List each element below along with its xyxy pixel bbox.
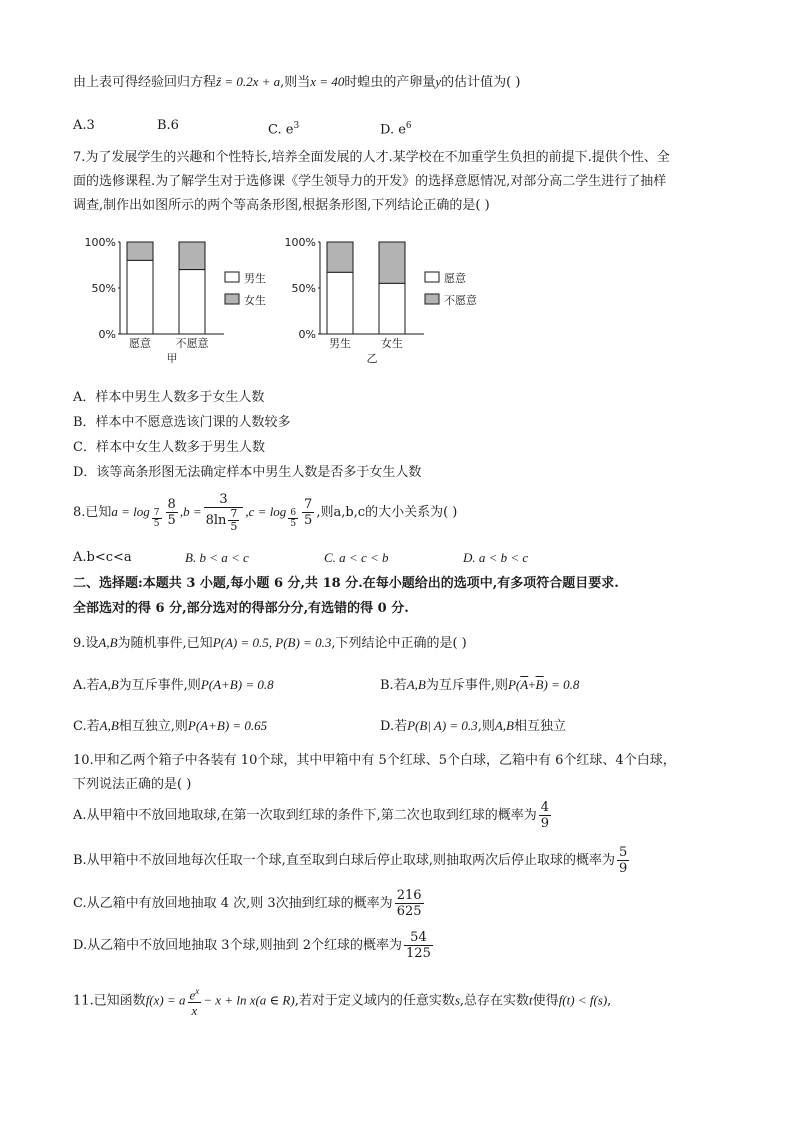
chart-yi-bar-愿意 xyxy=(327,272,353,334)
q6-option-b[interactable]: B.6 xyxy=(157,118,179,133)
chart-jia-legend-label: 女生 xyxy=(244,294,266,307)
q7-option-d[interactable]: D．该等高条形图无法确定样本中男生人数是否多于女生人数 xyxy=(73,465,422,480)
chart-yi-ytick: 100% xyxy=(284,236,316,249)
chart-jia-bar-男生 xyxy=(127,260,153,334)
q9-stem-pre: 9.设 xyxy=(73,636,99,651)
chart-yi-bar-愿意 xyxy=(379,283,405,334)
chart-yi-category-label: 女生 xyxy=(381,337,403,350)
q7-stem-line3: 调查,制作出如图所示的两个等高条形图,根据条形图,下列结论正确的是( ) xyxy=(73,198,490,213)
q7-option-c[interactable]: C．样本中女生人数多于男生人数 xyxy=(73,440,265,455)
q7-option-a[interactable]: A．样本中男生人数多于女生人数 xyxy=(73,390,265,405)
q6-equation: ẑ = 0.2x + a xyxy=(216,74,281,89)
q8-a-lhs: a = log xyxy=(111,504,150,519)
q10-stem-line1: 10.甲和乙两个箱子中各装有 10个球，其中甲箱中有 5个红球、5个白球，乙箱中有 6个红球、4个白球， xyxy=(73,753,676,768)
q6-option-d-exp: 6 xyxy=(405,121,412,131)
chart-jia-bar-男生 xyxy=(179,270,205,334)
chart-jia-ytick: 50% xyxy=(91,282,116,295)
chart-yi-legend-label: 愿意 xyxy=(444,272,466,285)
q8-option-b[interactable]: B. b < a < c xyxy=(185,550,249,565)
chart-jia-bar-女生 xyxy=(127,242,153,260)
q10-option-a[interactable]: A.从甲箱中不放回地取球,在第一次取到红球的条件下,第二次也取到红球的概率为 $\frac{4}{9}$ xyxy=(73,800,550,831)
q8-suffix: ,则a,b,c的大小关系为( ) xyxy=(316,505,458,520)
chart-jia-ytick: 0% xyxy=(98,328,116,341)
q6-option-c[interactable] xyxy=(268,116,299,140)
q9-probabilities: P(A) = 0.5, P(B) = 0.3 xyxy=(212,635,332,650)
q8-a-base: $\frac{7}{5}$ xyxy=(153,508,160,529)
q8-c-arg: $\frac{7}{5}$ xyxy=(304,497,313,528)
q6-option-c-exp: 3 xyxy=(293,121,300,131)
chart-yi-bar-不愿意 xyxy=(327,242,353,272)
section2-line2: 全部选对的得 6 分,部分选对的得部分分,有选错的得 0 分. xyxy=(73,601,409,616)
q6-stem-mid: ,则当 xyxy=(280,75,311,90)
q9-stem-end: ,下列结论中正确的是( ) xyxy=(331,636,467,651)
chart-yi-ytick: 0% xyxy=(298,328,316,341)
q8-b-lhs: ,b = xyxy=(179,504,202,519)
q8-stem xyxy=(73,492,457,533)
q8-option-a[interactable]: A.b<c<a xyxy=(73,550,132,565)
q8-a-arg: $\frac{8}{5}$ xyxy=(167,497,176,528)
q6-x-cond: x = 40 xyxy=(310,74,345,89)
q10-option-d[interactable]: D.从乙箱中不放回地抽取 3个球,则抽到 2个红球的概率为 $\frac{54}{125}$ xyxy=(73,930,431,961)
q9-option-d[interactable]: D.若P(B| A) = 0.3,则A,B相互独立 xyxy=(380,718,566,734)
q6-option-d-label: D. e xyxy=(380,122,406,138)
q6-option-c-label: C. e xyxy=(268,122,294,138)
q11-stem: 11.已知函数f(x) = a $\frac{e^x}{x}$ − x + ln x(a ∈ R),若对于定义域内的任意实数s,总存在实数t使得f(t) < f(s), xyxy=(73,986,612,1019)
chart-yi-title: 乙 xyxy=(366,352,378,365)
chart-jia-legend-swatch xyxy=(225,294,239,304)
q6-stem-after: 时蝗虫的产卵量 xyxy=(344,75,436,90)
q9-option-c[interactable]: C.若A,B相互独立,则P(A+B) = 0.65 xyxy=(73,718,268,734)
chart-yi-legend-swatch xyxy=(425,294,439,304)
q6-stem-end: 的估计值为( ) xyxy=(441,75,521,90)
q7-option-b[interactable]: B．样本中不愿意选该门课的人数较多 xyxy=(73,415,291,430)
q8-b-frac: 3 8ln $\frac{7}{5}$ xyxy=(204,492,244,533)
q9-option-a[interactable]: A.若A,B为互斥事件,则P(A+B) = 0.8 xyxy=(73,677,274,693)
q8-c-base: $\frac{6}{5}$ xyxy=(290,508,297,529)
q9-stem-mid: 为随机事件,已知 xyxy=(117,636,213,651)
chart-jia-category-label: 愿意 xyxy=(129,337,151,350)
q11-frac: $\frac{e^x}{x}$ xyxy=(189,986,200,1019)
q6-stem-text: 由上表可得经验回归方程 xyxy=(73,75,217,90)
q10-option-c[interactable]: C.从乙箱中有放回地抽取 4 次,则 3次抽到红球的概率为 $\frac{216}{625}$ xyxy=(73,888,422,919)
chart-jia-title: 甲 xyxy=(166,352,178,365)
chart-jia xyxy=(85,236,266,365)
q7-stem-line2: 面的选修课程.为了解学生对于选修课《学生领导力的开发》的选择意愿情况,对部分高二学生进行了抽样 xyxy=(73,174,667,189)
q6-var-y: y xyxy=(435,74,442,89)
section2-line1: 二、选择题:本题共 3 小题,每小题 6 分,共 18 分.在每小题给出的选项中,有多项符合题目要求. xyxy=(73,576,619,591)
chart-jia-legend-label: 男生 xyxy=(244,272,266,285)
q7-stem-line1: 7.为了发展学生的兴趣和个性特长,培养全面发展的人才.某学校在不加重学生负担的前提下.提供个性、全 xyxy=(73,150,670,165)
chart-yi xyxy=(285,236,477,365)
chart-yi-bar-不愿意 xyxy=(379,242,405,283)
q10-stem-line2: 下列说法正确的是( ) xyxy=(73,777,192,792)
q6-option-d[interactable] xyxy=(380,116,412,140)
chart-yi-ytick: 50% xyxy=(291,282,316,295)
chart-yi-legend-swatch xyxy=(425,272,439,282)
chart-jia-bar-女生 xyxy=(179,242,205,270)
q8-prefix: 8.已知 xyxy=(73,505,112,520)
q9-stem xyxy=(73,633,467,654)
q6-option-a[interactable]: A.3 xyxy=(73,118,95,133)
q8-c-lhs: ,c = log xyxy=(245,504,287,519)
chart-jia-ytick: 100% xyxy=(84,236,116,249)
q6-stem xyxy=(73,72,520,93)
q10-option-b[interactable]: B.从甲箱中不放回地每次任取一个球,直至取到白球后停止取球,则抽取两次后停止取球的概率为 $\frac{5}{9}$ xyxy=(73,845,628,876)
q8-option-d[interactable]: D. a < b < c xyxy=(463,550,529,565)
q8-option-c[interactable]: C. a < c < b xyxy=(324,550,389,565)
chart-jia-legend-swatch xyxy=(225,272,239,282)
q9-ab: A,B xyxy=(98,635,118,650)
chart-yi-category-label: 男生 xyxy=(329,337,351,350)
chart-jia-category-label: 不愿意 xyxy=(175,337,209,350)
q7-charts xyxy=(0,232,794,372)
chart-yi-legend-label: 不愿意 xyxy=(444,294,477,307)
q9-option-b[interactable]: B.若A,B为互斥事件,则$P(\overline{A}+\overline{B}) = 0.8$ xyxy=(380,677,580,693)
